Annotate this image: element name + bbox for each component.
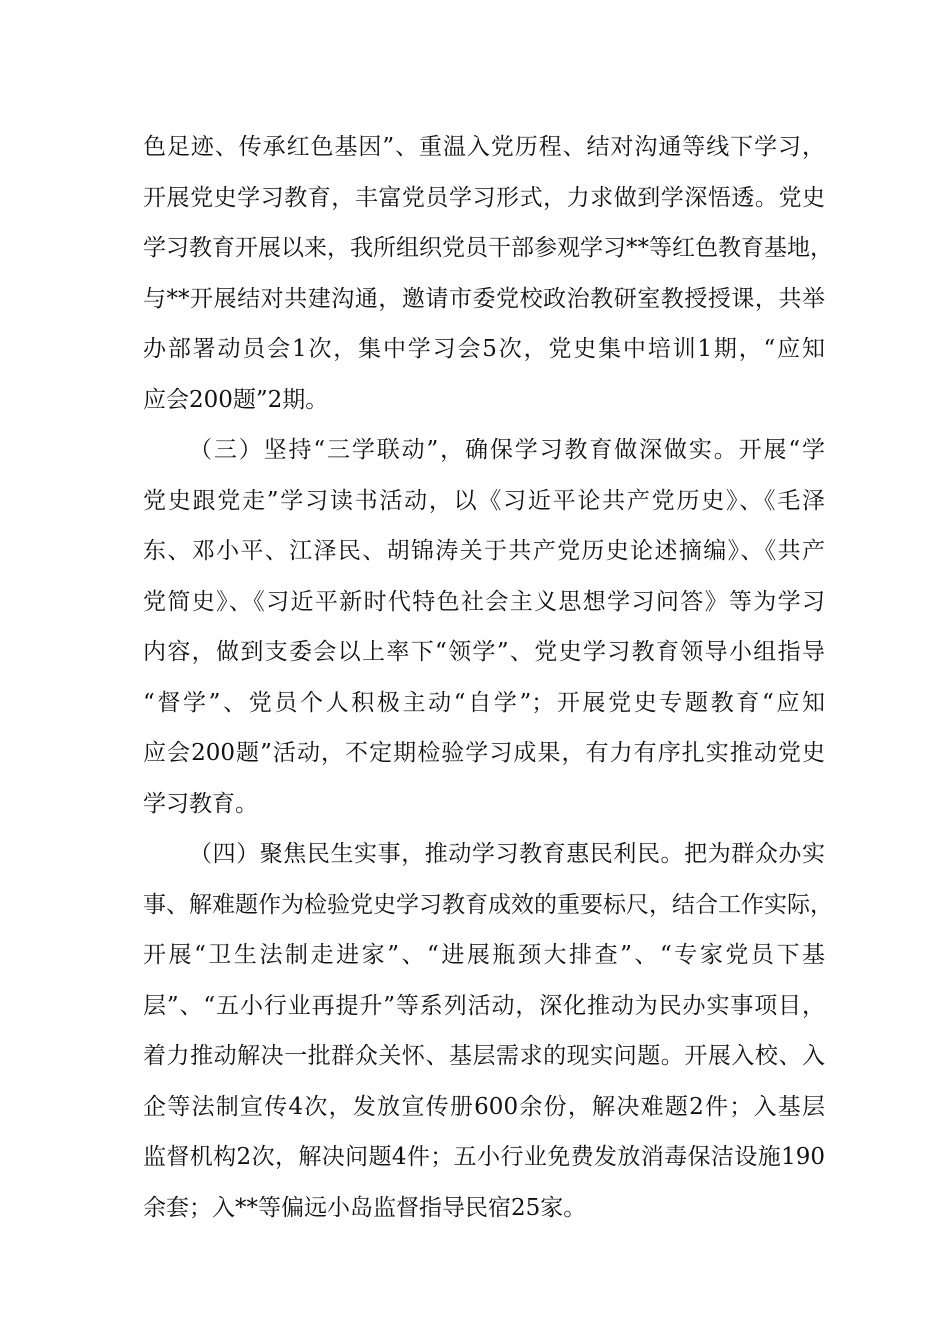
text-line: 学习教育开展以来，我所组织党员干部参观学习**等红色教育基地， xyxy=(143,235,833,261)
text-line: 色足迹、传承红色基因”、重温入党历程、结对沟通等线下学习， xyxy=(143,134,825,160)
text-line: 开展党史学习教育，丰富党员学习形式，力求做到学深悟透。党史 xyxy=(143,184,825,211)
text-line: 东、邓小平、江泽民、胡锦涛关于共产党历史论述摘编》、《共产 xyxy=(143,538,825,564)
paragraph-3 xyxy=(143,829,833,1233)
text-line: 党简史》、《习近平新时代特色社会主义思想学习问答》等为学习 xyxy=(143,588,825,615)
paragraph-2 xyxy=(143,425,825,829)
text-line: 学习教育。 xyxy=(143,790,258,817)
text-line: （四）聚焦民生实事，推动学习教育惠民利民。把为群众办实 xyxy=(189,841,825,867)
text-line: 党史跟党走”学习读书活动，以《习近平论共产党历史》、《毛泽 xyxy=(143,487,825,514)
text-line: 与**开展结对共建沟通，邀请市委党校政治教研室教授授课，共举 xyxy=(143,285,825,312)
document-body xyxy=(143,122,833,1233)
text-line: 事、解难题作为检验党史学习教育成效的重要标尺，结合工作实际， xyxy=(143,891,833,918)
text-line: “督学”、党员个人积极主动“自学”；开展党史专题教育“应知 xyxy=(143,689,825,716)
text-line: 开展“卫生法制走进家”、“进展瓶颈大排查”、“专家党员下基 xyxy=(143,942,825,968)
text-line: 层”、“五小行业再提升”等系列活动，深化推动为民办实事项目， xyxy=(143,992,825,1019)
text-line: 着力推动解决一批群众关怀、基层需求的现实问题。开展入校、入 xyxy=(143,1043,825,1069)
paragraph-1 xyxy=(143,122,833,425)
text-line: 应会200题”2期。 xyxy=(143,386,329,413)
text-line: 监督机构2次，解决问题4件；五小行业免费发放消毒保洁设施190 xyxy=(143,1144,825,1170)
text-line: 应会200题”活动，不定期检验学习成果，有力有序扎实推动党史 xyxy=(143,740,825,766)
text-line: 余套；入**等偏远小岛监督指导民宿25家。 xyxy=(143,1194,587,1221)
text-line: 企等法制宣传4次，发放宣传册600余份，解决难题2件；入基层 xyxy=(143,1093,825,1120)
text-line: 办部署动员会1次，集中学习会5次，党史集中培训1期，“应知 xyxy=(143,336,825,362)
text-line: 内容，做到支委会以上率下“领学”、党史学习教育领导小组指导 xyxy=(143,639,825,665)
text-line: （三）坚持“三学联动”，确保学习教育做深做实。开展“学 xyxy=(189,437,825,463)
